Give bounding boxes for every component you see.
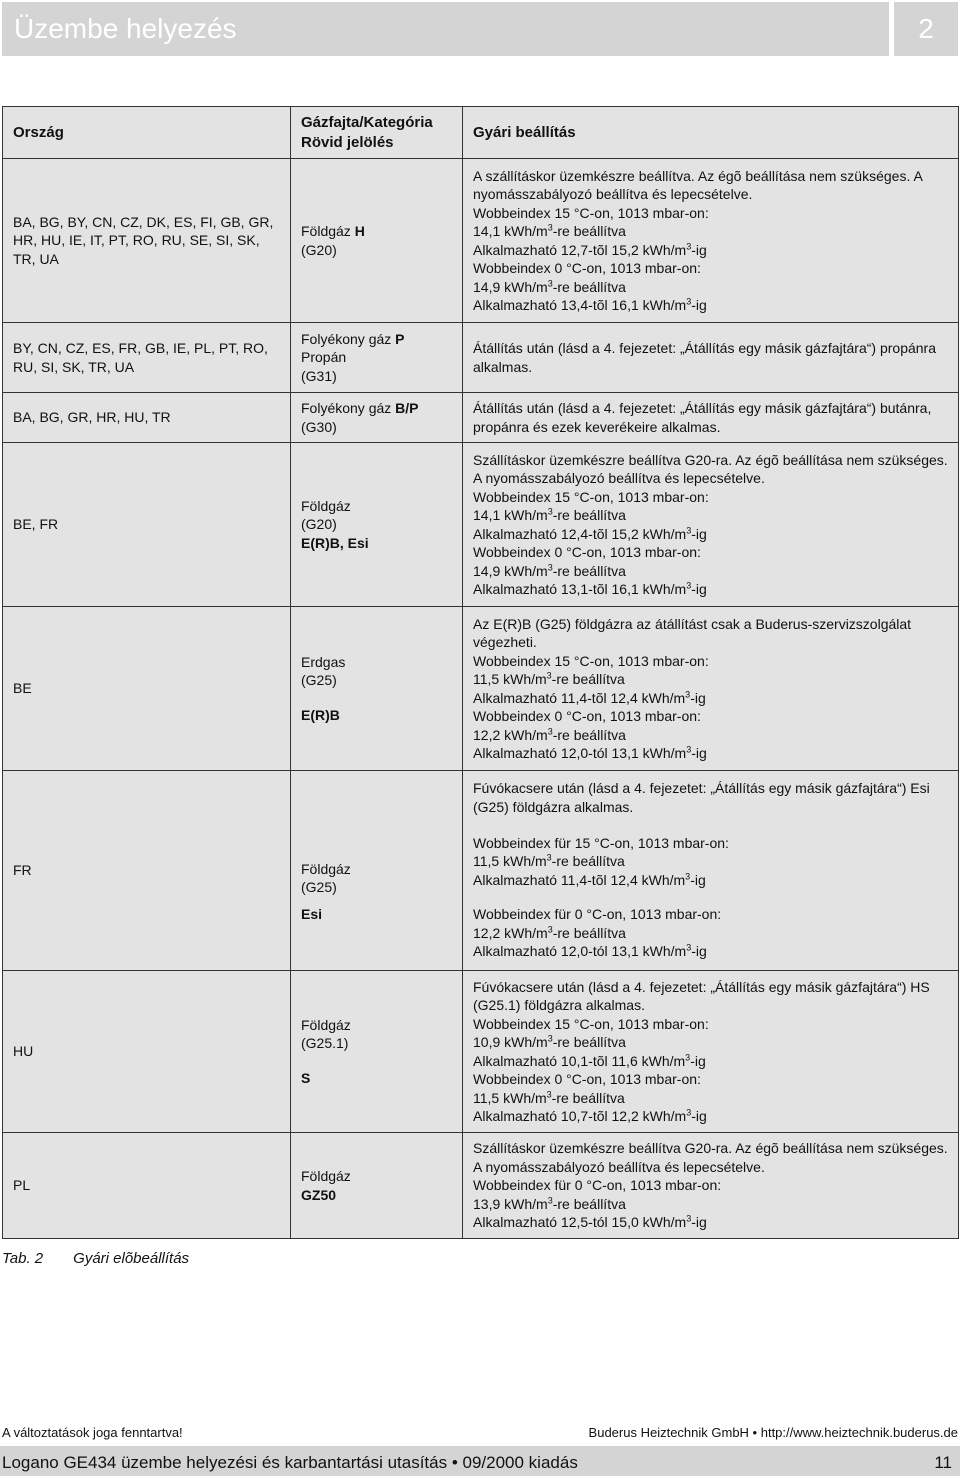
gas-name: Földgáz (301, 860, 351, 877)
table-row (3, 771, 959, 825)
country-header: Ország (3, 107, 291, 159)
gas-code: (G25) (301, 879, 337, 896)
setting-line: Wobbeindex 0 °C-on, 1013 mbar-on: (473, 1071, 701, 1087)
gas-name: Erdgas (301, 653, 346, 670)
gas-code: (G30) (301, 418, 337, 435)
country-cell: BY, CN, CZ, ES, FR, GB, IE, PL, PT, RO, RU, SI, SK, TR, UA (3, 323, 291, 393)
setting-line: 10,9 kWh/$m^3-re$ beállítva (473, 1033, 626, 1050)
setting-line: 12,2 kWh/$m^3-re$ beállítva (473, 725, 626, 743)
gas-category: Esi (301, 905, 323, 922)
gas-subname: Propán (301, 349, 347, 366)
gas-type-cell (291, 1133, 463, 1239)
gas-code: (G20) (301, 516, 337, 533)
gas-type-cell (291, 393, 463, 443)
setting-line: Alkalmazható 12,0-tól 13,1 kWh/$m^3-ig$ (473, 744, 707, 761)
page-number: 11 (934, 1453, 952, 1472)
gas-name: Földgáz H (301, 223, 365, 239)
setting-line: Wobbeindex 0 °C-on, 1013 mbar-on: (473, 708, 701, 724)
gas-type-cell (291, 159, 463, 323)
setting-cell: Átállítás után (lásd a 4. fejezetet: „Átállítás egy másik gázfajtára“) butánra, propánra és ezek keverékeire alkalmas. (463, 393, 959, 443)
setting-line: 12,2 kWh/$m^3-re$ beállítva (473, 924, 626, 941)
setting-line: 14,1 kWh/$m^3-re$ beállítva (473, 506, 626, 523)
setting-cell: Átállítás után (lásd a 4. fejezetet: „Átállítás egy másik gázfajtára“) propánra alkalmas. (463, 323, 959, 393)
gas-type-cell (291, 607, 463, 771)
gas-category: E(R)B, Esi (301, 534, 369, 551)
setting-cell (463, 607, 959, 771)
setting-line: Alkalmazható 12,0-tól 13,1 kWh/$m^3-ig$ (473, 942, 707, 960)
setting-cell (463, 159, 959, 323)
setting-line: Alkalmazható 12,4-tõl 15,2 kWh/$m^3-ig$ (473, 524, 707, 542)
setting-line: 14,1 kWh/$m^3-re$ beállítva (473, 222, 626, 239)
setting-line: Wobbeindex 15 °C-on, 1013 mbar-on: (473, 1015, 709, 1032)
setting-line: Wobbeindex für 0 °C-on, 1013 mbar-on: (473, 1177, 722, 1194)
gas-code: (G31) (301, 367, 337, 384)
factory-setting-header: Gyári beállítás (463, 107, 959, 159)
gas-code: (G25.1) (301, 1035, 349, 1052)
setting-line: 13,9 kWh/$m^3-re$ beállítva (473, 1195, 626, 1212)
country-cell: BE, FR (3, 443, 291, 607)
setting-line: Alkalmazható 13,1-tõl 16,1 kWh/$m^3-ig$ (473, 580, 707, 597)
gas-name: Földgáz (301, 1016, 351, 1033)
country-cell: BA, BG, BY, CN, CZ, DK, ES, FI, GB, GR, HR, HU, IE, IT, PT, RO, RU, SE, SI, SK, TR, UA (3, 159, 291, 323)
setting-line: Fúvókacsere után (lásd a 4. fejezetet: „Átállítás egy másik gázfajtára“) HS (G25.1) földgázra alkalmas. (473, 978, 930, 1013)
country-cell: HU (3, 971, 291, 1133)
setting-line: Wobbeindex 15 °C-on, 1013 mbar-on: (473, 204, 709, 221)
setting-line: Alkalmazható 11,4-tõl 12,4 kWh/$m^3-ig$ (473, 688, 706, 706)
table-row (3, 159, 959, 323)
footer-document-title: Logano GE434 üzembe helyezési és karbantartási utasítás • 09/2000 kiadás (2, 1453, 578, 1472)
setting-line: Alkalmazható 11,4-tõl 12,4 kWh/$m^3-ig$ (473, 871, 706, 888)
setting-line: Alkalmazható 10,7-tõl 12,2 kWh/$m^3-ig$ (473, 1107, 707, 1124)
page-title: Üzembe helyezés (2, 2, 889, 56)
gas-name: Folyékony gáz P (301, 330, 405, 347)
setting-line: Wobbeindex 0 °C-on, 1013 mbar-on: (473, 544, 701, 560)
setting-cell: Fúvókacsere után (lásd a 4. fejezetet: „Átállítás egy másik gázfajtára“) Esi (G25) földgázra alkalmas. (463, 771, 959, 825)
gas-type-cell (291, 971, 463, 1133)
country-cell: BE (3, 607, 291, 771)
gas-type-cell (291, 771, 463, 971)
factory-settings-table (2, 106, 959, 1239)
setting-line: 14,9 kWh/$m^3-re$ beállítva (473, 561, 626, 579)
setting-cell (463, 971, 959, 1133)
gas-category: GZ50 (301, 1186, 337, 1203)
gas-name: Folyékony gáz B/P (301, 400, 419, 416)
setting-cell (463, 825, 959, 971)
setting-line: 11,5 kWh/$m^3-re$ beállítva (473, 670, 625, 687)
gas-type-header (291, 107, 463, 159)
footer-company: Buderus Heiztechnik GmbH • http://www.heiztechnik.buderus.de (588, 1425, 958, 1440)
gas-code: (G20) (301, 241, 337, 258)
gas-name: Földgáz (301, 497, 351, 514)
table-header-row (3, 107, 959, 159)
setting-line: Alkalmazható 10,1-tõl 11,6 kWh/$m^3-ig$ (473, 1051, 706, 1069)
gas-name: Földgáz (301, 1168, 351, 1184)
setting-line: Az E(R)B (G25) földgázra az átállítást csak a Buderus-szervizszolgálat végezheti. (473, 615, 912, 650)
gas-type-cell (291, 443, 463, 607)
setting-line: Alkalmazható 13,4-tõl 16,1 kWh/$m^3-ig$ (473, 296, 707, 313)
setting-line: A szállításkor üzemkészre beállítva. Az égõ beállítása nem szükséges. A nyomásszabályozó beállítva és lepecsételve. (473, 167, 923, 202)
gas-type-cell (291, 323, 463, 393)
setting-line: Wobbeindex 15 °C-on, 1013 mbar-on: (473, 652, 709, 669)
country-cell: PL (3, 1133, 291, 1239)
gas-code: (G25) (301, 672, 337, 689)
setting-line: Wobbeindex für 15 °C-on, 1013 mbar-on: (473, 834, 729, 851)
country-cell: FR (3, 771, 291, 971)
caption-label: Tab. 2 (2, 1250, 44, 1267)
setting-cell (463, 443, 959, 607)
gas-category: S (301, 1069, 311, 1086)
table-row (3, 971, 959, 1133)
chapter-number: 2 (894, 2, 958, 56)
setting-line: 11,5 kWh/$m^3-re$ beállítva (473, 1088, 625, 1106)
gas-type-header-line1: Gázfajta/Kategória (301, 113, 433, 131)
setting-line: Wobbeindex 15 °C-on, 1013 mbar-on: (473, 488, 709, 505)
gas-category: E(R)B (301, 706, 340, 723)
table-row (3, 323, 959, 393)
setting-line: 14,9 kWh/$m^3-re$ beállítva (473, 277, 626, 295)
gas-type-header-line2: Rövid jelölés (301, 133, 394, 151)
setting-cell (463, 1133, 959, 1239)
table-caption (2, 1250, 189, 1267)
setting-line: 11,5 kWh/$m^3-re$ beállítva (473, 852, 625, 870)
caption-text: Gyári elõbeállítás (73, 1250, 190, 1267)
setting-line: Alkalmazható 12,5-tól 15,0 kWh/$m^3-ig$ (473, 1213, 707, 1231)
table-row (3, 393, 959, 443)
setting-line: Wobbeindex 0 °C-on, 1013 mbar-on: (473, 260, 701, 276)
setting-line: Szállításkor üzemkészre beállítva G20-ra. Az égõ beállítása nem szükséges. A nyomásszabályozó beállítva és lepecsételve. (473, 451, 948, 486)
footer-disclaimer: A változtatások joga fenntartva! (2, 1425, 183, 1440)
table-row (3, 443, 959, 607)
setting-line: Alkalmazható 12,7-tõl 15,2 kWh/$m^3-ig$ (473, 240, 707, 258)
setting-line: Wobbeindex für 0 °C-on, 1013 mbar-on: (473, 906, 722, 923)
table-row (3, 1133, 959, 1239)
setting-line: Szállításkor üzemkészre beállítva G20-ra. Az égõ beállítása nem szükséges. A nyomásszabályozó beállítva és lepecsételve. (473, 1140, 948, 1175)
table-row (3, 607, 959, 771)
country-cell: BA, BG, GR, HR, HU, TR (3, 393, 291, 443)
